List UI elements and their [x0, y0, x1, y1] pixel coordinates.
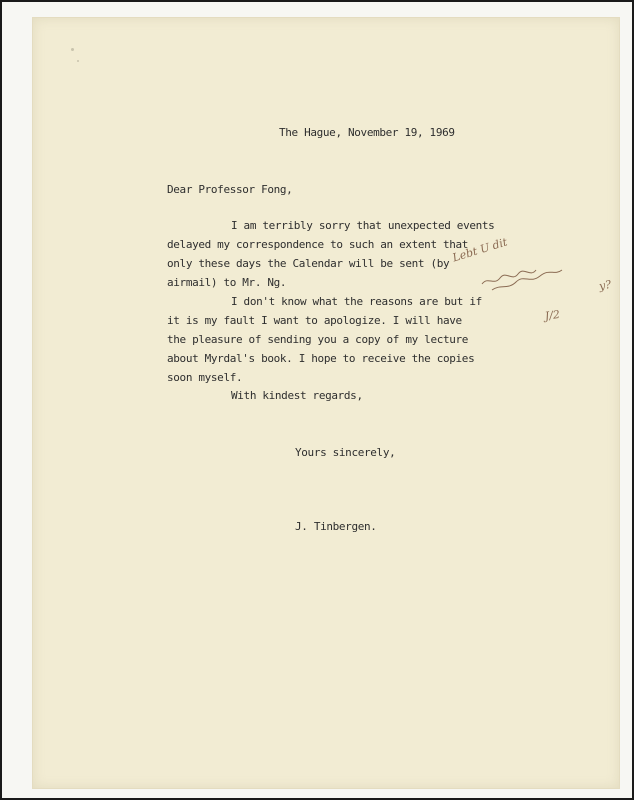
body-line: airmail) to Mr. Ng.	[167, 276, 287, 289]
margin-scribble-icon	[478, 256, 568, 292]
body-line: only these days the Calendar will be sent (by	[167, 257, 450, 270]
body-line: I don't know what the reasons are but if	[231, 295, 482, 308]
body-line: I am terribly sorry that unexpected events	[231, 219, 495, 232]
letter-date: The Hague, November 19, 1969	[279, 126, 455, 139]
body-line: delayed my correspondence to such an extent that	[167, 238, 469, 251]
body-line: With kindest regards,	[231, 389, 363, 402]
body-line: the pleasure of sending you a copy of my lecture	[167, 333, 469, 346]
margin-note-line: Lebt U dit	[451, 235, 509, 265]
margin-note-initials: J/2	[544, 307, 561, 323]
letter-salutation: Dear Professor Fong,	[167, 183, 293, 196]
body-line: about Myrdal's book. I hope to receive the copies	[167, 352, 475, 365]
margin-note-line: y?	[598, 277, 613, 293]
letter-closing: Yours sincerely,	[295, 446, 396, 459]
letter-signature: J. Tinbergen.	[295, 520, 377, 533]
body-line: soon myself.	[167, 371, 243, 384]
body-line: it is my fault I want to apologize. I will have	[167, 314, 462, 327]
paper-speck	[71, 48, 74, 51]
paper-speck	[77, 60, 79, 62]
